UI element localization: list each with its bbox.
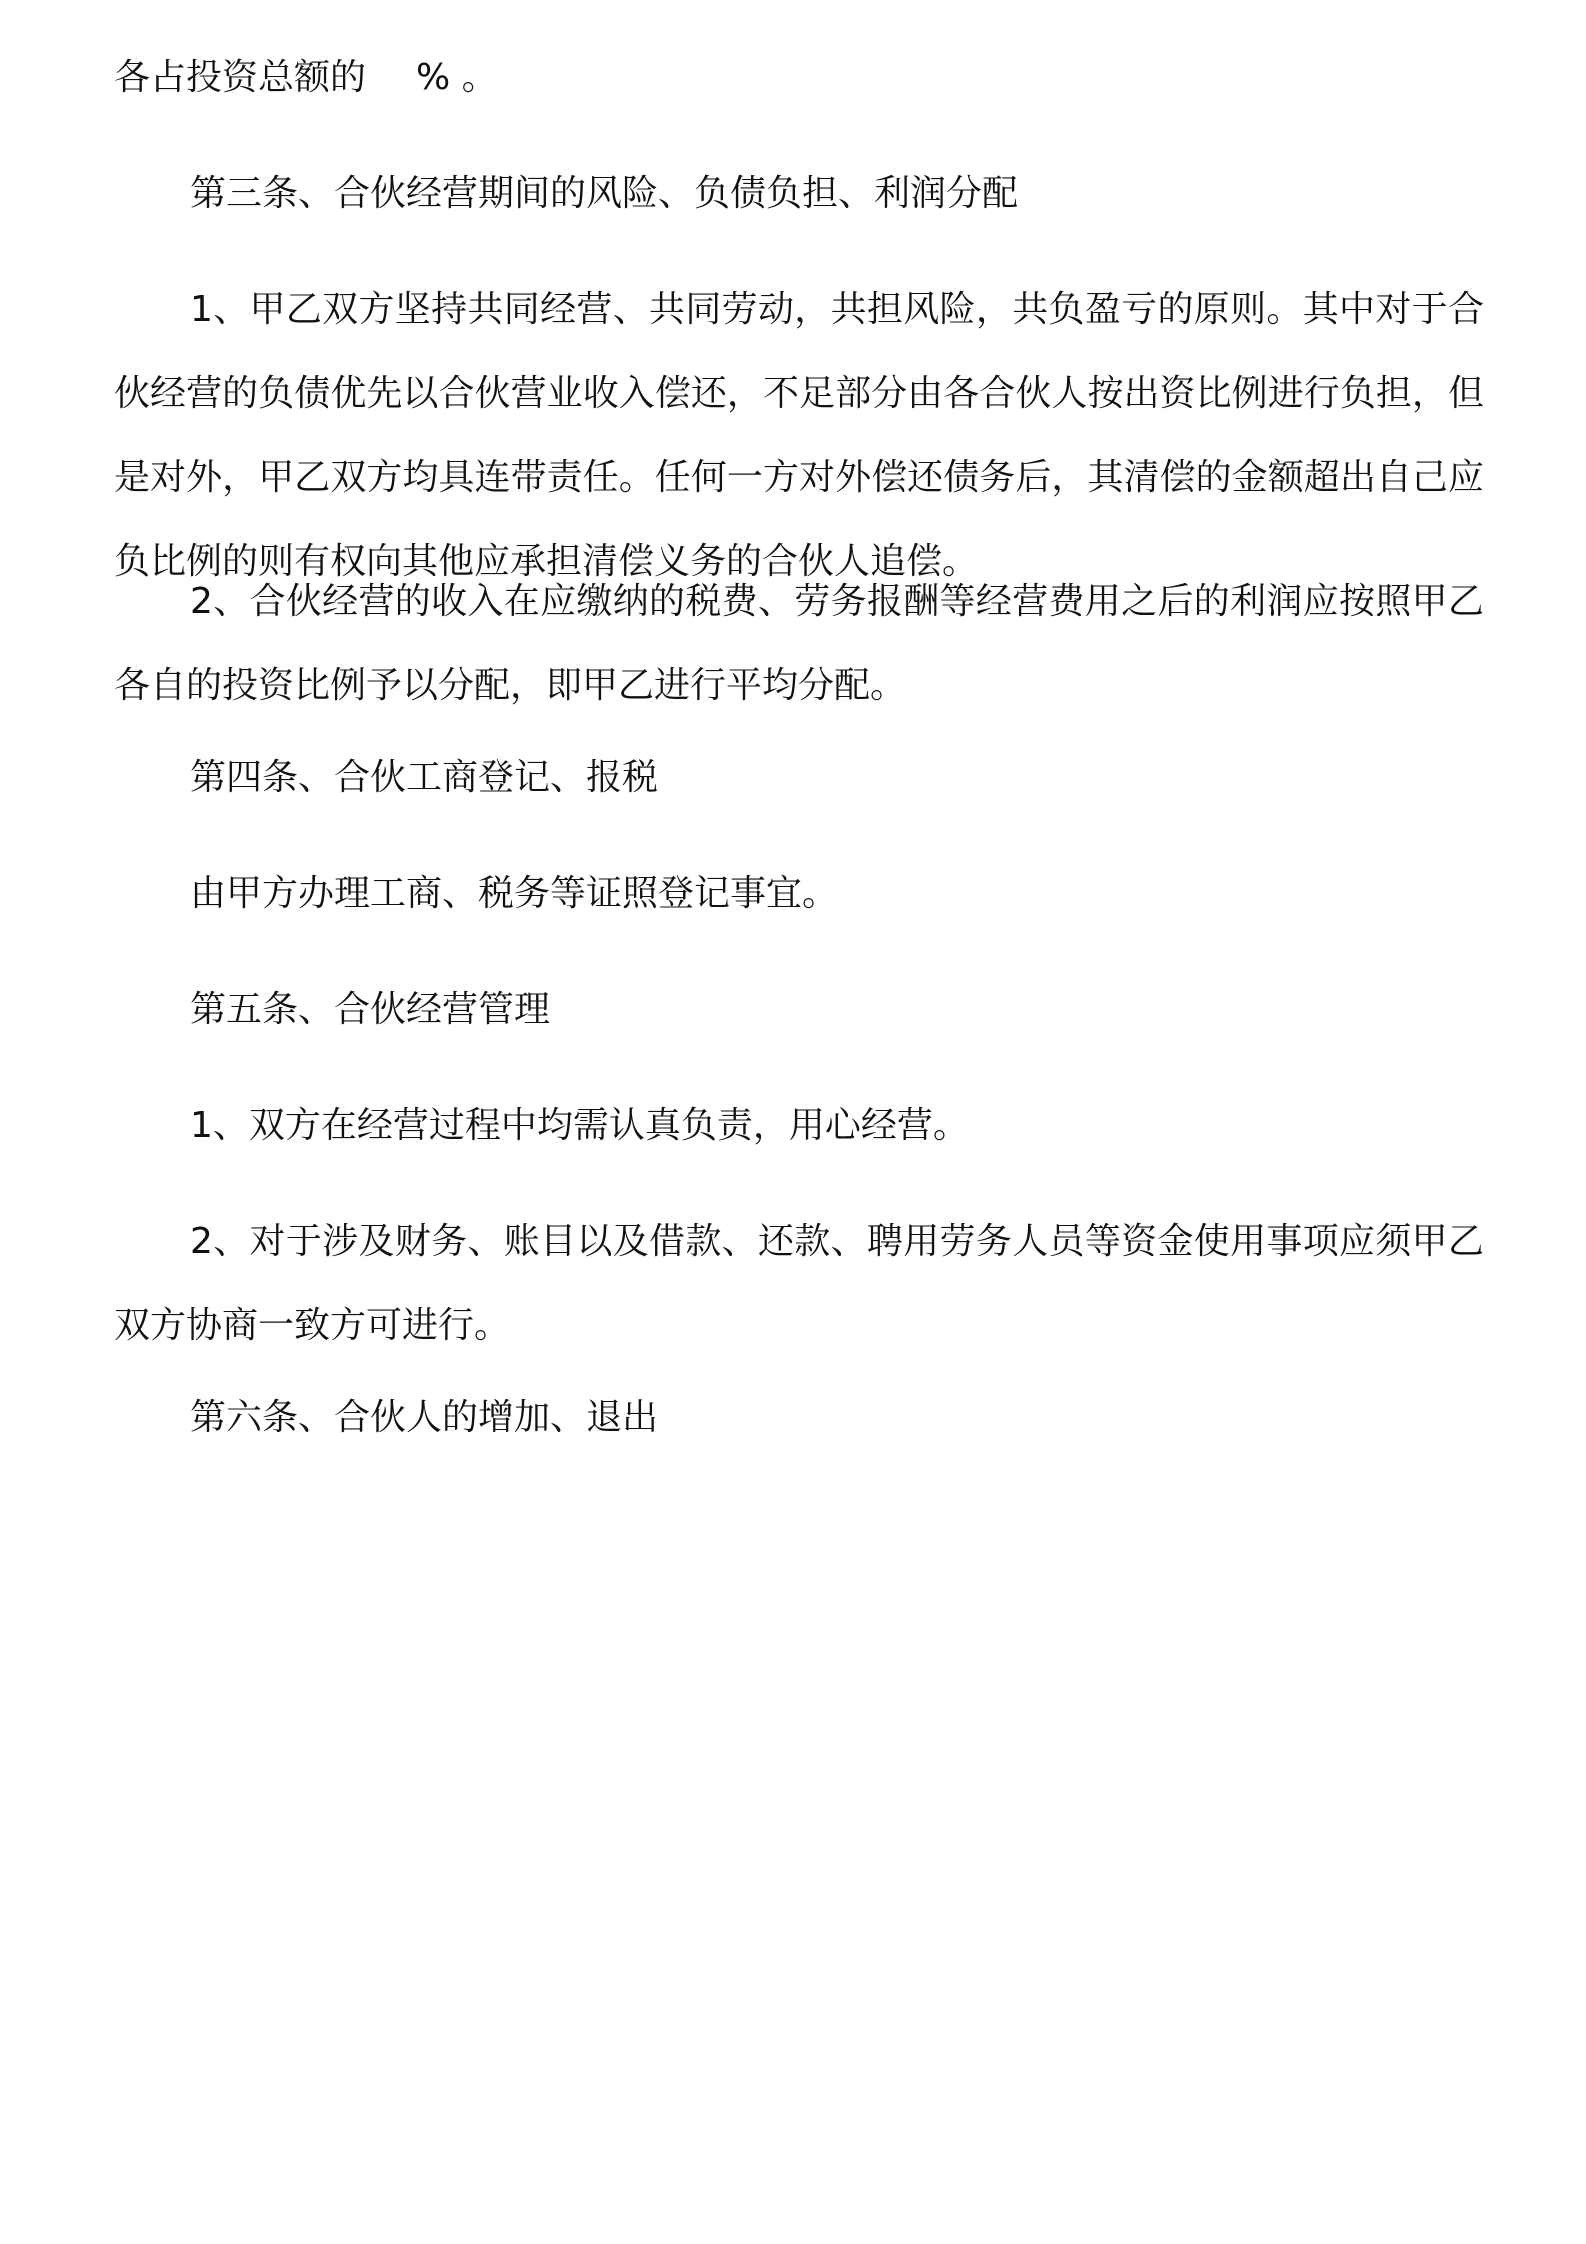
opening-line-percent: % 。 xyxy=(416,57,498,98)
opening-line xyxy=(114,36,498,120)
article-6-heading: 第六条、合伙人的增加、退出 xyxy=(190,1397,659,1438)
article-4-body: 由甲方办理工商、税务等证照登记事宜。 xyxy=(190,873,839,914)
article-5-clause-2: 2、对于涉及财务、账目以及借款、还款、聘用劳务人员等资金使用事项应须甲乙双方协商一致方可进行。 xyxy=(114,1221,1484,1346)
article-3-clause-1: 1、甲乙双方坚持共同经营、共同劳动，共担风险，共负盈亏的原则。其中对于合伙经营的负债优先以合伙营业收入偿还，不足部分由各合伙人按出资比例进行负担，但是对外，甲乙双方均具连带责任。任何一方对外偿还债务后，其清偿的金额超出自己应负比例的则有权向其他应承担清偿义务的合伙人追偿。 xyxy=(114,289,1484,582)
opening-line-text: 各占投资总额的 xyxy=(114,57,367,98)
article-3-clause-2: 2、合伙经营的收入在应缴纳的税费、劳务报酬等经营费用之后的利润应按照甲乙各自的投资比例予以分配，即甲乙进行平均分配。 xyxy=(114,581,1484,706)
article-3-heading: 第三条、合伙经营期间的风险、负债负担、利润分配 xyxy=(190,173,1019,214)
article-5-clause-1: 1、双方在经营过程中均需认真负责，用心经营。 xyxy=(190,1105,969,1146)
article-5-heading: 第五条、合伙经营管理 xyxy=(190,989,551,1030)
article-4-heading: 第四条、合伙工商登记、报税 xyxy=(190,757,659,798)
